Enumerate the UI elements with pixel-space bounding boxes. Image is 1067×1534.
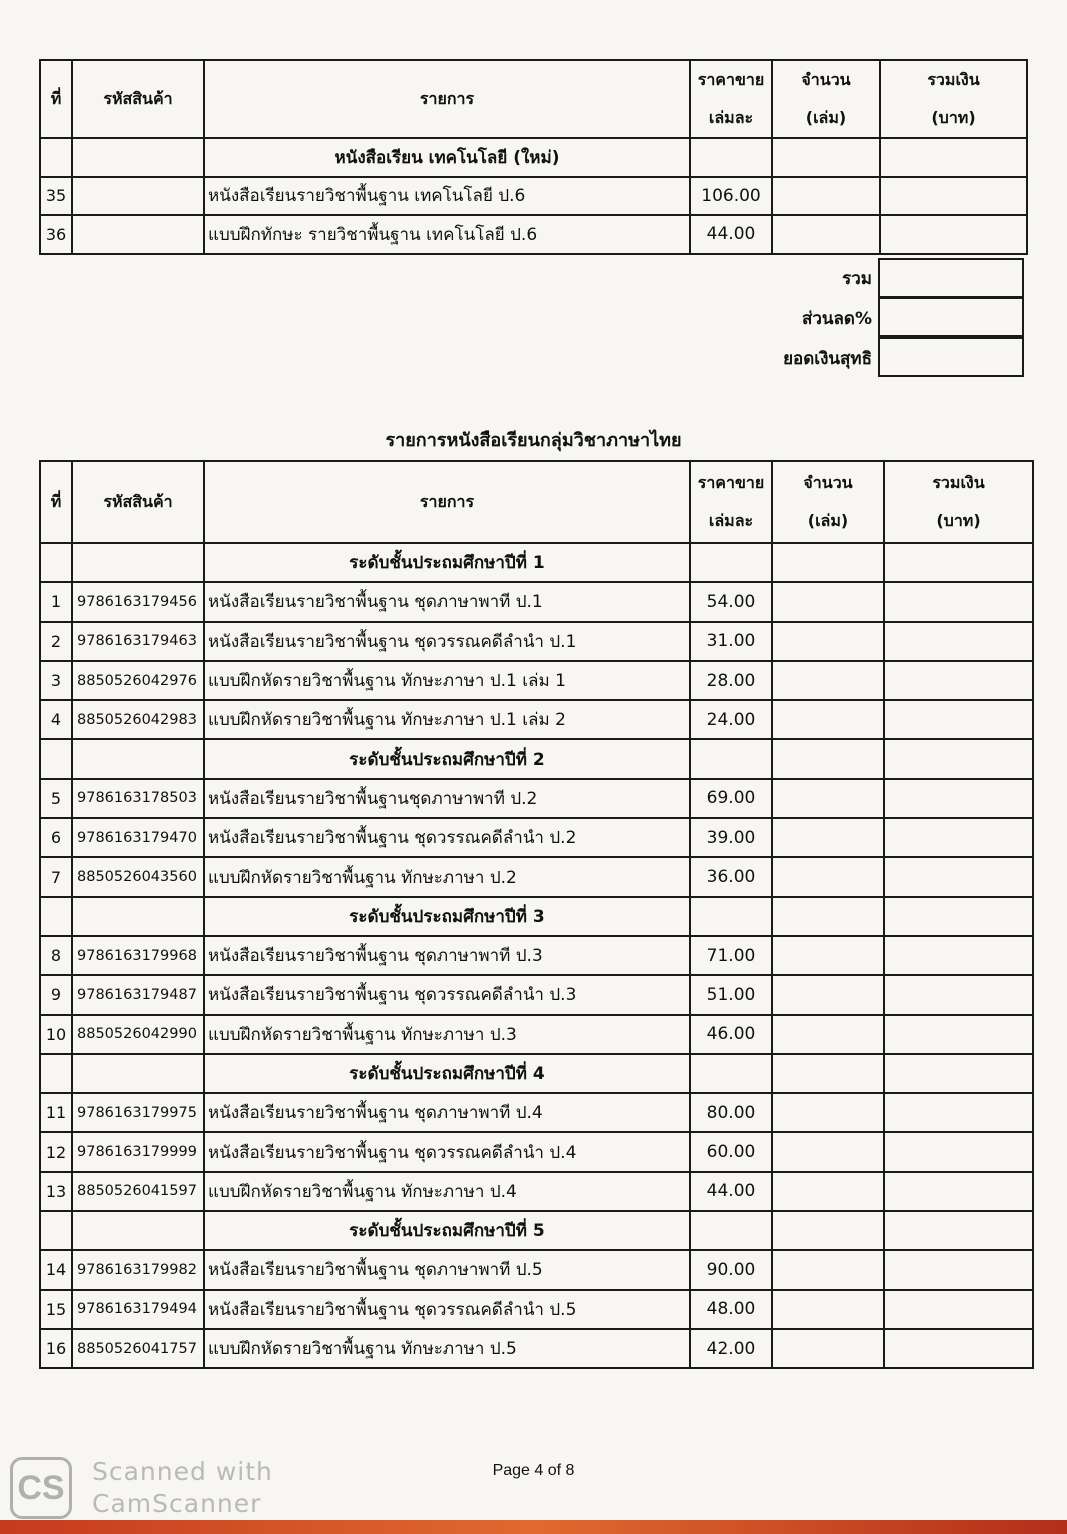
empty-cell (690, 897, 772, 936)
product-code (72, 177, 204, 216)
item-name: แบบฝึกหัดรายวิชาพื้นฐาน ทักษะภาษา ป.1 เล่ม 1 (204, 661, 690, 700)
empty-cell (690, 1211, 772, 1250)
table-row (40, 661, 1033, 700)
quantity-cell[interactable] (772, 177, 880, 216)
table-row (40, 1015, 1033, 1054)
empty-cell (884, 1054, 1033, 1093)
table-header-row (40, 461, 1033, 543)
header-quantity (772, 60, 880, 138)
item-name: หนังสือเรียนรายวิชาพื้นฐาน ชุดภาษาพาที ป.5 (204, 1250, 690, 1289)
table-row (40, 1093, 1033, 1132)
item-name: หนังสือเรียนรายวิชาพื้นฐาน เทคโนโลยี ป.6 (204, 177, 690, 216)
row-number: 35 (40, 177, 72, 216)
quantity-cell[interactable] (772, 779, 884, 818)
product-code: 9786163178503 (72, 779, 204, 818)
quantity-cell[interactable] (772, 857, 884, 896)
summary-discount-box[interactable] (878, 297, 1024, 337)
header-price (690, 60, 772, 138)
product-code: 9786163179975 (72, 1093, 204, 1132)
header-item: รายการ (204, 461, 690, 543)
row-number: 6 (40, 818, 72, 857)
item-name: หนังสือเรียนรายวิชาพื้นฐาน ชุดภาษาพาที ป.3 (204, 936, 690, 975)
header-code: รหัสสินค้า (72, 461, 204, 543)
total-cell[interactable] (884, 1015, 1033, 1054)
table-row (40, 1132, 1033, 1171)
unit-price: 31.00 (690, 622, 772, 661)
quantity-cell[interactable] (772, 215, 880, 254)
thai-table-body (40, 543, 1033, 1368)
watermark-line-1: Scanned with (92, 1457, 273, 1486)
bottom-color-strip (0, 1520, 1067, 1534)
unit-price: 69.00 (690, 779, 772, 818)
technology-book-table (39, 59, 1028, 255)
item-name: แบบฝึกหัดรายวิชาพื้นฐาน ทักษะภาษา ป.5 (204, 1329, 690, 1368)
product-code: 9786163179487 (72, 975, 204, 1014)
total-cell[interactable] (884, 1093, 1033, 1132)
quantity-cell[interactable] (772, 582, 884, 621)
watermark-line-2: CamScanner (92, 1489, 262, 1518)
header-total (880, 60, 1027, 138)
row-number: 14 (40, 1250, 72, 1289)
unit-price: 54.00 (690, 582, 772, 621)
level-heading: ระดับชั้นประถมศึกษาปีที่ 4 (204, 1054, 690, 1093)
empty-cell (72, 1211, 204, 1250)
thai-language-book-table (39, 460, 1034, 1369)
table-row (40, 215, 1027, 254)
total-cell[interactable] (884, 779, 1033, 818)
level-heading: ระดับชั้นประถมศึกษาปีที่ 5 (204, 1211, 690, 1250)
quantity-cell[interactable] (772, 700, 884, 739)
summary-total-box[interactable] (878, 258, 1024, 298)
watermark-text (92, 1456, 273, 1520)
empty-cell (72, 739, 204, 778)
total-cell[interactable] (884, 975, 1033, 1014)
empty-cell (40, 1054, 72, 1093)
product-code (72, 215, 204, 254)
quantity-cell[interactable] (772, 1015, 884, 1054)
level-heading: ระดับชั้นประถมศึกษาปีที่ 2 (204, 739, 690, 778)
total-cell[interactable] (884, 818, 1033, 857)
header-quantity-bottom: (เล่ม) (805, 108, 847, 127)
quantity-cell[interactable] (772, 1290, 884, 1329)
quantity-cell[interactable] (772, 818, 884, 857)
header-total-top: รวมเงิน (927, 70, 980, 89)
item-name: แบบฝึกทักษะ รายวิชาพื้นฐาน เทคโนโลยี ป.6 (204, 215, 690, 254)
unit-price: 90.00 (690, 1250, 772, 1289)
empty-cell (72, 543, 204, 582)
product-code: 8850526042983 (72, 700, 204, 739)
table-row (40, 1250, 1033, 1289)
unit-price: 48.00 (690, 1290, 772, 1329)
table-row (40, 622, 1033, 661)
header-price-top: ราคาขาย (697, 70, 765, 89)
section-heading: หนังสือเรียน เทคโนโลยี (ใหม่) (204, 138, 690, 177)
product-code: 8850526041597 (72, 1172, 204, 1211)
unit-price: 80.00 (690, 1093, 772, 1132)
total-cell[interactable] (880, 177, 1027, 216)
empty-cell (690, 1054, 772, 1093)
row-number: 7 (40, 857, 72, 896)
item-name: แบบฝึกหัดรายวิชาพื้นฐาน ทักษะภาษา ป.4 (204, 1172, 690, 1211)
header-code: รหัสสินค้า (72, 60, 204, 138)
quantity-cell[interactable] (772, 1329, 884, 1368)
empty-cell (772, 543, 884, 582)
item-name: หนังสือเรียนรายวิชาพื้นฐานชุดภาษาพาที ป.2 (204, 779, 690, 818)
empty-cell (884, 543, 1033, 582)
level-section-row (40, 1211, 1033, 1250)
summary-net-row (660, 338, 1024, 378)
empty-cell (690, 543, 772, 582)
total-cell[interactable] (884, 1132, 1033, 1171)
empty-cell (72, 897, 204, 936)
row-number: 10 (40, 1015, 72, 1054)
summary-net-box[interactable] (878, 337, 1024, 377)
product-code: 8850526042976 (72, 661, 204, 700)
item-name: หนังสือเรียนรายวิชาพื้นฐาน ชุดวรรณคดีลำนำ ป.4 (204, 1132, 690, 1171)
total-cell[interactable] (884, 1329, 1033, 1368)
total-cell[interactable] (884, 1172, 1033, 1211)
empty-cell (72, 1054, 204, 1093)
row-number: 15 (40, 1290, 72, 1329)
empty-cell (40, 543, 72, 582)
total-cell[interactable] (884, 1290, 1033, 1329)
total-cell[interactable] (884, 1250, 1033, 1289)
summary-discount-label: ส่วนลด% (801, 308, 872, 329)
level-section-row (40, 543, 1033, 582)
unit-price: 42.00 (690, 1329, 772, 1368)
product-code: 8850526043560 (72, 857, 204, 896)
item-name: หนังสือเรียนรายวิชาพื้นฐาน ชุดภาษาพาที ป.1 (204, 582, 690, 621)
empty-cell (40, 739, 72, 778)
product-code: 9786163179456 (72, 582, 204, 621)
product-code: 9786163179982 (72, 1250, 204, 1289)
total-cell[interactable] (884, 857, 1033, 896)
unit-price: 51.00 (690, 975, 772, 1014)
total-cell[interactable] (884, 936, 1033, 975)
unit-price: 44.00 (690, 215, 772, 254)
unit-price: 46.00 (690, 1015, 772, 1054)
row-number: 16 (40, 1329, 72, 1368)
item-name: แบบฝึกหัดรายวิชาพื้นฐาน ทักษะภาษา ป.3 (204, 1015, 690, 1054)
header-quantity-bottom: (เล่ม) (807, 511, 849, 530)
table-row (40, 1329, 1033, 1368)
item-name: หนังสือเรียนรายวิชาพื้นฐาน ชุดวรรณคดีลำนำ ป.5 (204, 1290, 690, 1329)
empty-cell (40, 897, 72, 936)
row-number: 2 (40, 622, 72, 661)
level-section-row (40, 897, 1033, 936)
header-total-bottom: (บาท) (931, 108, 976, 127)
product-code: 8850526042990 (72, 1015, 204, 1054)
quantity-cell[interactable] (772, 661, 884, 700)
item-name: แบบฝึกหัดรายวิชาพื้นฐาน ทักษะภาษา ป.1 เล่ม 2 (204, 700, 690, 739)
product-code: 8850526041757 (72, 1329, 204, 1368)
thai-books-section-title: รายการหนังสือเรียนกลุ่มวิชาภาษาไทย (385, 430, 682, 451)
quantity-cell[interactable] (772, 622, 884, 661)
row-number: 3 (40, 661, 72, 700)
total-cell[interactable] (884, 622, 1033, 661)
total-cell[interactable] (884, 661, 1033, 700)
level-heading: ระดับชั้นประถมศึกษาปีที่ 1 (204, 543, 690, 582)
unit-price: 36.00 (690, 857, 772, 896)
row-number: 9 (40, 975, 72, 1014)
quantity-cell[interactable] (772, 1093, 884, 1132)
item-name: หนังสือเรียนรายวิชาพื้นฐาน ชุดภาษาพาที ป.4 (204, 1093, 690, 1132)
quantity-cell[interactable] (772, 936, 884, 975)
header-no: ที่ (40, 461, 72, 543)
product-code: 9786163179494 (72, 1290, 204, 1329)
empty-cell (884, 1211, 1033, 1250)
camscanner-logo-icon: CS (10, 1457, 72, 1519)
quantity-cell[interactable] (772, 1132, 884, 1171)
empty-cell (772, 739, 884, 778)
section-row (40, 138, 1027, 177)
total-cell[interactable] (880, 215, 1027, 254)
unit-price: 44.00 (690, 1172, 772, 1211)
unit-price: 39.00 (690, 818, 772, 857)
total-cell[interactable] (884, 700, 1033, 739)
header-price-top: ราคาขาย (697, 473, 765, 492)
camscanner-watermark (10, 1456, 273, 1520)
table-row (40, 1172, 1033, 1211)
empty-cell (772, 1054, 884, 1093)
item-name: หนังสือเรียนรายวิชาพื้นฐาน ชุดวรรณคดีลำนำ ป.1 (204, 622, 690, 661)
row-number: 36 (40, 215, 72, 254)
row-number: 5 (40, 779, 72, 818)
table-row (40, 818, 1033, 857)
item-name: หนังสือเรียนรายวิชาพื้นฐาน ชุดวรรณคดีลำนำ ป.2 (204, 818, 690, 857)
item-name: หนังสือเรียนรายวิชาพื้นฐาน ชุดวรรณคดีลำนำ ป.3 (204, 975, 690, 1014)
table-row (40, 1290, 1033, 1329)
table-row (40, 582, 1033, 621)
header-total-top: รวมเงิน (932, 473, 985, 492)
item-name: แบบฝึกหัดรายวิชาพื้นฐาน ทักษะภาษา ป.2 (204, 857, 690, 896)
level-heading: ระดับชั้นประถมศึกษาปีที่ 3 (204, 897, 690, 936)
unit-price: 60.00 (690, 1132, 772, 1171)
row-number: 13 (40, 1172, 72, 1211)
empty-cell (884, 739, 1033, 778)
header-total-bottom: (บาท) (936, 511, 981, 530)
table-row (40, 779, 1033, 818)
empty-cell (772, 897, 884, 936)
row-number: 4 (40, 700, 72, 739)
empty-cell (690, 739, 772, 778)
summary-total-label: รวม (842, 268, 872, 289)
unit-price: 24.00 (690, 700, 772, 739)
header-no: ที่ (40, 60, 72, 138)
summary-total-row (660, 258, 1024, 298)
level-section-row (40, 739, 1033, 778)
quantity-cell[interactable] (772, 1172, 884, 1211)
header-price-bottom: เล่มละ (708, 511, 754, 530)
empty-cell (772, 1211, 884, 1250)
empty-cell (40, 1211, 72, 1250)
quantity-cell[interactable] (772, 975, 884, 1014)
summary-block (660, 258, 1024, 378)
table-row (40, 936, 1033, 975)
unit-price: 106.00 (690, 177, 772, 216)
page-number: Page 4 of 8 (492, 1462, 575, 1479)
row-number: 8 (40, 936, 72, 975)
table-row (40, 700, 1033, 739)
summary-net-label: ยอดเงินสุทธิ (783, 348, 872, 369)
table-header-row (40, 60, 1027, 138)
header-total (884, 461, 1033, 543)
product-code: 9786163179470 (72, 818, 204, 857)
total-cell[interactable] (884, 582, 1033, 621)
quantity-cell[interactable] (772, 1250, 884, 1289)
unit-price: 28.00 (690, 661, 772, 700)
header-price-bottom: เล่มละ (708, 108, 754, 127)
header-quantity-top: จำนวน (801, 70, 851, 89)
row-number: 1 (40, 582, 72, 621)
row-number: 12 (40, 1132, 72, 1171)
product-code: 9786163179999 (72, 1132, 204, 1171)
product-code: 9786163179968 (72, 936, 204, 975)
unit-price: 71.00 (690, 936, 772, 975)
header-item: รายการ (204, 60, 690, 138)
level-section-row (40, 1054, 1033, 1093)
header-quantity-top: จำนวน (803, 473, 853, 492)
header-quantity (772, 461, 884, 543)
empty-cell (884, 897, 1033, 936)
summary-discount-row (660, 298, 1024, 338)
row-number: 11 (40, 1093, 72, 1132)
header-price (690, 461, 772, 543)
table-row (40, 975, 1033, 1014)
product-code: 9786163179463 (72, 622, 204, 661)
table-row (40, 177, 1027, 216)
table-row (40, 857, 1033, 896)
